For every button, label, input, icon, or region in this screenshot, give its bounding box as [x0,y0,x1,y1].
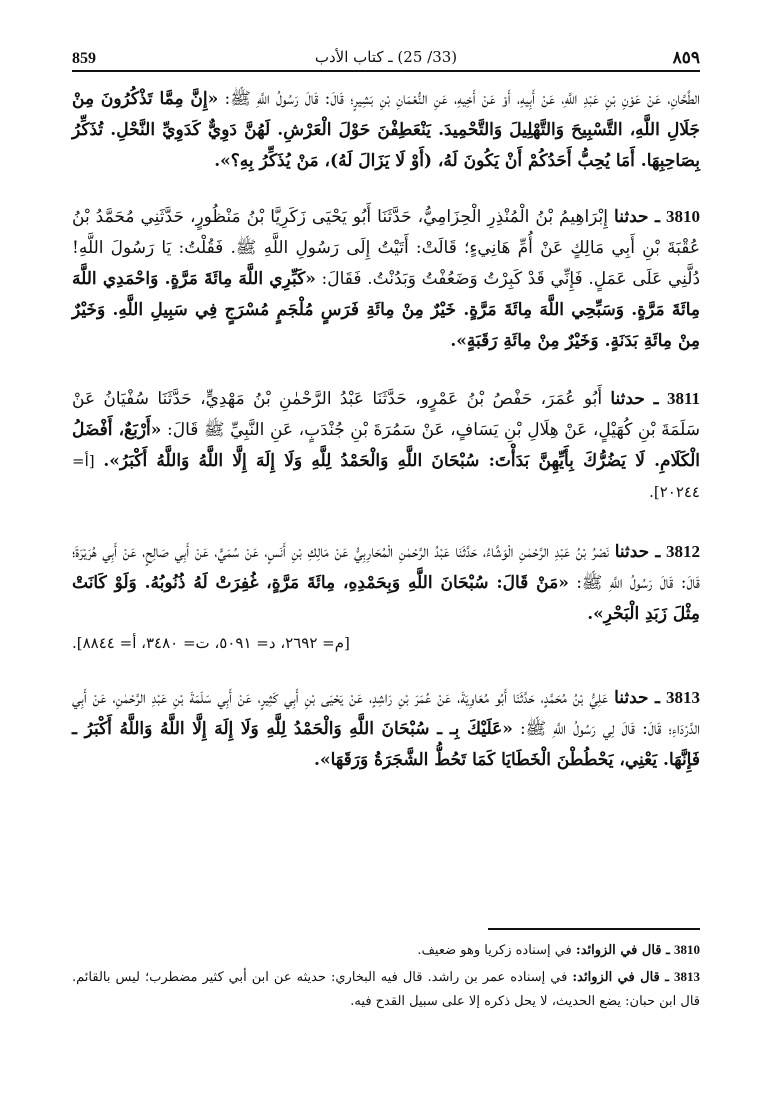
hadith-matn: «مَنْ قَالَ: سُبْحَانَ اللَّهِ وَبِحَمْدِهِ، مِائَةَ مَرَّةٍ، غُفِرَتْ لَهُ ذُنُوبُهُ. وَلَوْ كَانَتْ مِثْلَ زَبَدِ الْبَحْرِ». [72,573,700,624]
page-number-latin: 859 [72,50,96,67]
hadith-number: 3811 [666,389,701,408]
hadith-matn: «أَرْبَعٌ، أَفْضَلُ الْكَلَامِ. لَا يَضُرُّكَ بِأَيِّهِنَّ بَدَأْتَ: سُبْحَانَ اللَّهِ وَالْحَمْدُ لِلَّهِ وَلَا إِلَهَ إِلَّا اللَّهُ وَاللَّهُ أَكْبَرُ». [72,420,701,471]
footnote-text: في إسناده زكريا وهو ضعيف. [417,943,572,958]
footnote [72,938,700,963]
continuation-matn: «إِنَّ مِمَّا تَذْكُرُونَ مِنْ جَلَالِ اللَّهِ، التَّسْبِيحَ وَالتَّهْلِيلَ وَالتَّحْمِيدَ. يَنْعَطِفْنَ حَوْلَ الْعَرْشِ. لَهُنَّ دَوِيٌّ كَدَوِيِّ النَّحْلِ. تُذَكِّرُ بِصَاحِبِهَا. أَمَا يُحِبُّ أَحَدُكُمْ أَنْ يَكُونَ لَهُ، (أَوْ لَا يَزَالَ لَهُ)، مَنْ يُذَكِّرُ بِهِ؟». [72,89,700,171]
hadith-matn: «كَبِّرِي اللَّهَ مِائَةَ مَرَّةٍ. وَاحْمَدِي اللَّهَ مِائَةَ مَرَّةٍ. وَسَبِّحِي اللَّهَ مِائَةَ مَرَّةٍ. خَيْرٌ مِنْ مِائَةِ فَرَسٍ مُلْجَمٍ مُسْرَجٍ فِي سَبِيلِ اللَّهِ. وَخَيْرٌ مِنْ مِائَةِ بَدَنَةٍ. وَخَيْرٌ مِنْ مِائَةِ رَقَبَةٍ». [72,269,700,351]
main-text [72,84,700,776]
hadith-isnad: أَبُو عُمَرَ، حَفْصُ بْنُ عَمْرٍو، حَدَّثَنَا عَبْدُ الرَّحْمٰنِ بْنُ مَهْدِيٍّ، حَدَّثَنَا سُفْيَانُ عَنْ سَلَمَةَ بْنِ كُهَيْلٍ، عَنْ هِلَالِ بْنِ يَسَافٍ، عَنْ سَمُرَةَ بْنِ جُنْدَبٍ، عَنِ النَّبِيِّ ﷺ قَالَ: [72,389,700,440]
hadith-reference: [أ= ٢٠٢٤٤]. [72,452,700,501]
footnote-label: ـ قال في الزوائد: [575,943,670,958]
hadith-number: 3812 [666,542,701,561]
footnote-divider [488,928,700,930]
hadith-number: 3810 [666,207,701,226]
haddathana-label: ـ حدثنا [614,207,661,227]
hadith-reference: [م= ٢٦٩٢، د= ٥٠٩١، ت= ٣٤٨٠، أ= ٨٨٤٤]. [72,634,350,652]
footnotes [72,938,700,1016]
hadith-3810 [72,201,700,357]
footnote [72,965,700,1014]
continuation-isnad: الطَّحَّانِ، عَنْ عَوْنِ بْنِ عَبْدِ اللَّهِ، عَنْ أَبِيهِ، أَوْ عَنْ أَخِيهِ، عَنِ النُّعْمَانِ بْنِ بَشِيرٍ؛ قَالَ: قَالَ رَسُولُ اللَّهِ ﷺ: [224,89,701,109]
haddathana-label: ـ حدثنا [614,542,661,562]
hadith-isnad: نَصْرُ بْنُ عَبْدِ الرَّحْمٰنِ الْوَشَّاءُ، حَدَّثَنَا عَبْدُ الرَّحْمٰنِ الْمُحَارِبِيُّ عَنْ مَالِكِ بْنِ أَنَسٍ، عَنْ سُمَيٍّ، عَنْ أَبِي صَالِحٍ، عَنْ أَبِي هُرَيْرَةَ؛ قَالَ: قَالَ رَسُولُ اللَّهِ ﷺ: [72,542,700,593]
footnote-number: 3810 [674,942,700,957]
hadith-isnad: عَلِيُّ بْنُ مُحَمَّدٍ، حَدَّثَنَا أَبُو مُعَاوِيَةَ، عَنْ عُمَرَ بْنِ رَاشِدٍ، عَنْ يَحْيَى بْنِ أَبِي كَثِيرٍ، عَنْ أَبِي سَلَمَةَ بْنِ عَبْدِ الرَّحْمٰنِ، عَنْ أَبِي الدَّرْدَاءِ؛ قَالَ: قَالَ لِي رَسُولُ اللَّهِ ﷺ: [72,688,701,739]
footnote-label: ـ قال في الزوائد: [572,970,669,985]
page-number-arabic: ٨٥٩ [672,48,700,68]
hadith-3812 [72,536,700,630]
running-title: (33/ 25) ـ كتاب الأدب [314,48,458,66]
hadith-matn: «عَلَيْكَ بِـ ـ سُبْحَانَ اللَّهِ وَالْحَمْدُ لِلَّهِ وَلَا إِلَهَ إِلَّا اللَّهُ وَاللَّهُ أَكْبَرُ ـ فَإِنَّهَا. يَعْنِي، يَحْطُطْنَ الْخَطَايَا كَمَا تَحُطُّ الشَّجَرَةُ وَرَقَهَا». [72,719,700,770]
haddathana-label: ـ حدثنا [610,389,659,409]
continuation-paragraph [72,84,700,177]
footnote-number: 3813 [674,969,700,984]
hadith-isnad: إِبْرَاهِيمُ بْنُ الْمُنْذِرِ الْحِزَامِيُّ، حَدَّثَنَا أَبُو يَحْيَى زَكَرِيَّا بْنُ مَنْظُورٍ، حَدَّثَنِي مُحَمَّدُ بْنُ عُقْبَةَ بْنِ أَبِي مَالِكٍ عَنْ أُمِّ هَانِيءٍ؛ قَالَتْ: أَتَيْتُ إِلَى رَسُولِ اللَّهِ ﷺ. فَقُلْتُ: يَا رَسُولَ اللَّهِ! دُلَّنِي عَلَى عَمَلٍ. فَإِنِّي قَدْ كَبِرْتُ وَضَعُفْتُ وَبَدُنْتُ. فَقَالَ: [72,207,701,289]
header-divider [72,70,700,72]
hadith-number: 3813 [666,688,700,707]
hadith-3811 [72,383,700,508]
hadith-3813 [72,682,700,776]
haddathana-label: ـ حدثنا [614,688,661,708]
footnote-text: في إسناده عمر بن راشد. قال فيه البخاري: حديثه عن ابن أبي كثير مضطرب؛ ليس بالقائم. قال ابن حبان: يضع الحديث، لا يحل ذكره إلا على سبيل القدح فيه. [72,970,700,1009]
